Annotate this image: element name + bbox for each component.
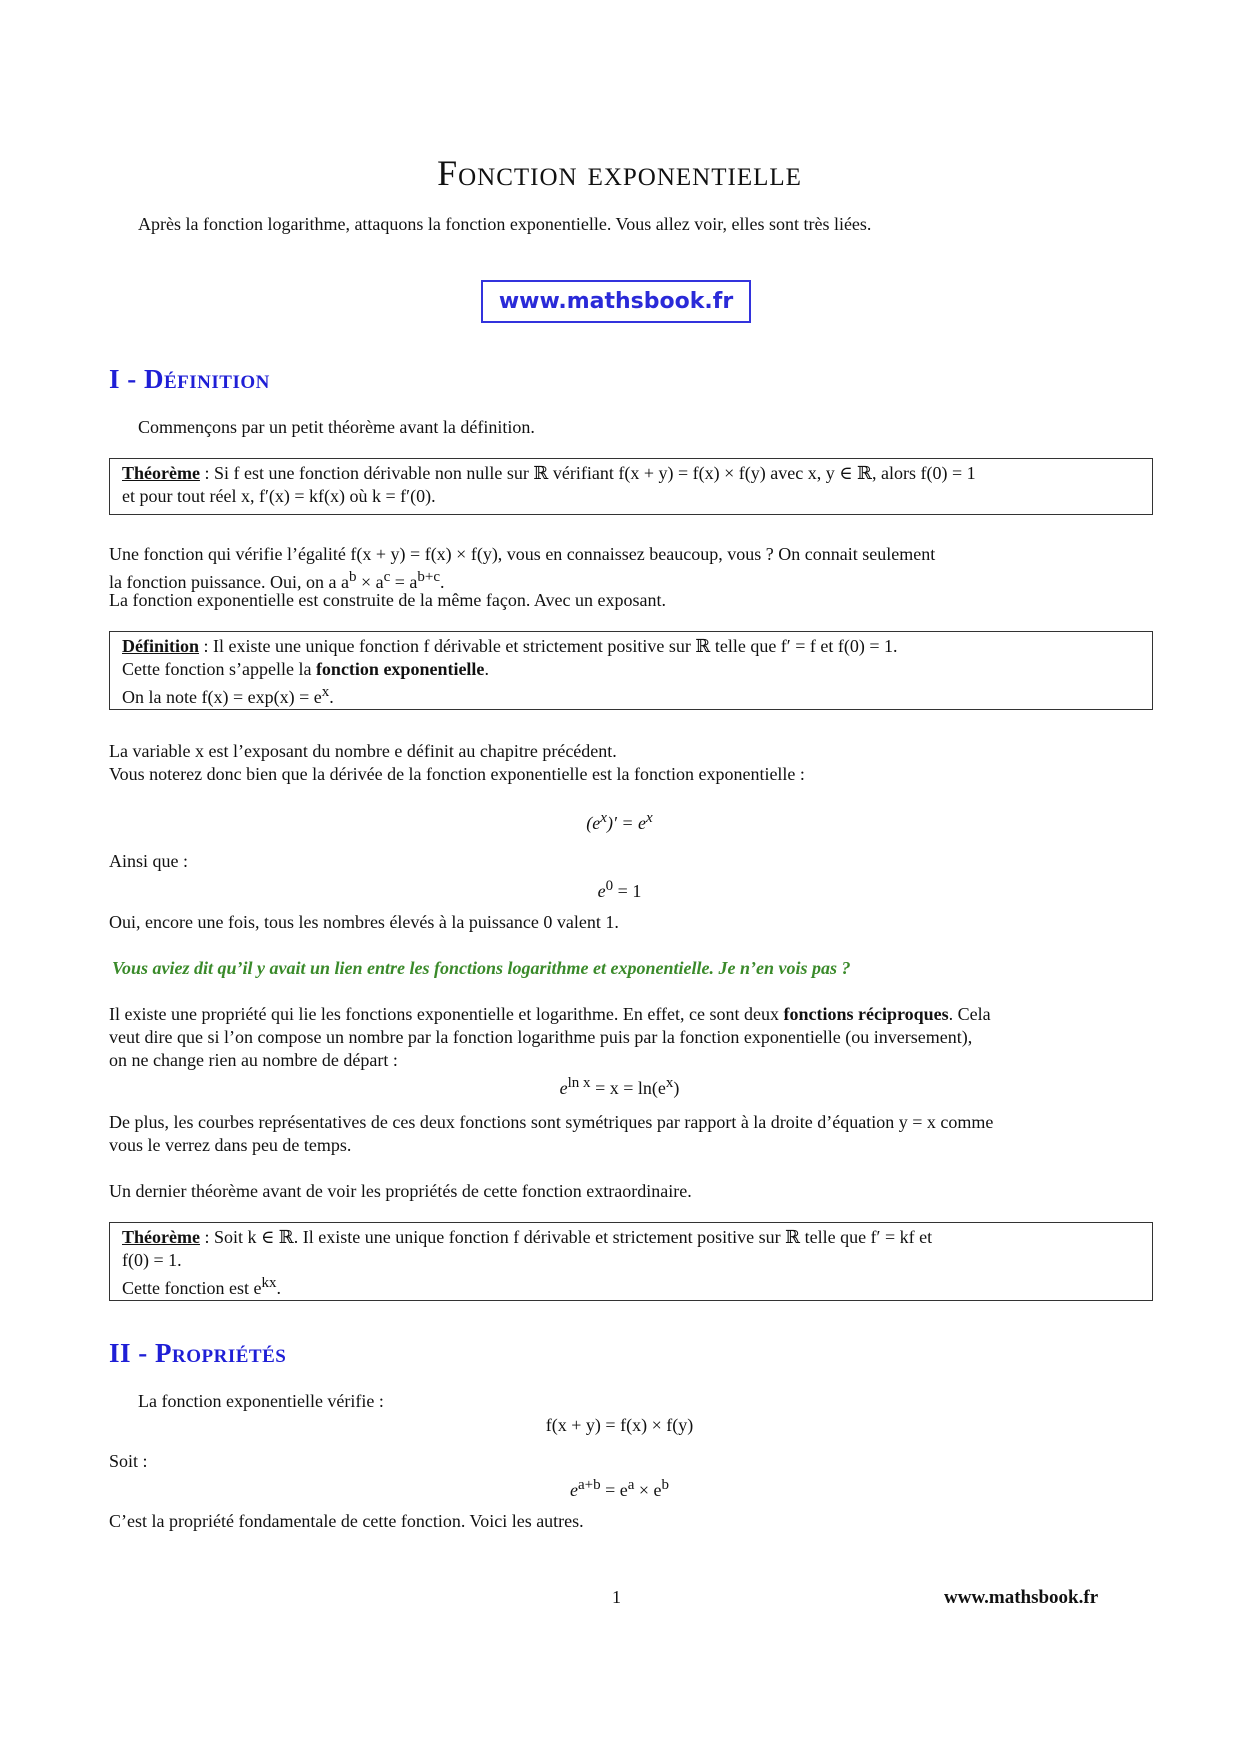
para6: Un dernier théorème avant de voir les propriétés de cette fonction extraordinaire. [109, 1181, 692, 1201]
equation-reciprocal: $e^{ln x} = x = \ln(e^x)$ [559, 1075, 680, 1098]
theorem2-line2: f(0) = 1. [122, 1250, 182, 1270]
para1-line2: la fonction puissance. Oui, on a $a^b \times a^c = a^{b+c}$. [109, 569, 445, 592]
para4-line2: veut dire que si l’on compose un nombre par la fonction logarithme puis par la fonction exponentielle (ou inversement), [109, 1027, 973, 1047]
intro-text: Après la fonction logarithme, attaquons la fonction exponentielle. Vous allez voir, elles sont très liées. [138, 214, 872, 234]
section2-lead: La fonction exponentielle vérifie : [138, 1391, 384, 1411]
theorem2-line3: Cette fonction est $e^{kx}$. [122, 1275, 281, 1298]
definition-line1: : Il existe une unique fonction f dérivable et strictement positive sur ℝ telle que f′ = f et f(0) = 1. [199, 636, 898, 656]
footer-site-link[interactable]: www.mathsbook.fr [944, 1587, 1099, 1608]
theorem-box-2 [109, 1222, 1153, 1301]
para5-line2: vous le verrez dans peu de temps. [109, 1135, 352, 1155]
section1-lead: Commençons par un petit théorème avant la définition. [138, 417, 535, 437]
section2-closing: C’est la propriété fondamentale de cette fonction. Voici les autres. [109, 1511, 584, 1531]
para1-line3: La fonction exponentielle est construite de la même façon. Avec un exposant. [109, 590, 666, 610]
site-link-button[interactable]: www.mathsbook.fr [481, 280, 751, 323]
page-title: Fonction exponentielle [437, 153, 802, 193]
theorem2-line1: : Soit k ∈ ℝ. Il existe une unique fonction f dérivable et strictement positive sur ℝ telle que f′ = kf et [199, 1227, 933, 1247]
theorem1-line2: et pour tout réel x, f′(x) = kf(x) où k = f′(0). [122, 486, 436, 506]
equation-e0: $e^0 = 1$ [597, 878, 642, 901]
theorem2-label: Théorème [122, 1227, 200, 1247]
soit-text: Soit : [109, 1451, 148, 1471]
para3: Oui, encore une fois, tous les nombres élevés à la puissance 0 valent 1. [109, 912, 619, 932]
definition-label: Définition [122, 636, 200, 656]
question-text: Vous aviez dit qu’il y avait un lien entre les fonctions logarithme et exponentielle. Je n’en vois pas ? [112, 958, 851, 978]
equation-derivative: $(e^x)' = e^x$ [586, 810, 653, 833]
para4-line3: on ne change rien au nombre de départ : [109, 1050, 398, 1070]
para2-line2: Vous noterez donc bien que la dérivée de la fonction exponentielle est la fonction exponentielle : [109, 764, 805, 784]
theorem1-line1: : Si f est une fonction dérivable non nulle sur ℝ vérifiant f(x + y) = f(x) × f(y) avec x, y ∈ ℝ, alors f(0) = 1 [199, 463, 976, 483]
para5-line1: De plus, les courbes représentatives de ces deux fonctions sont symétriques par rapport à la droite d’équation y = x comme [109, 1112, 994, 1132]
definition-line3: On la note $f(x) = \exp(x) = e^x$. [122, 684, 334, 707]
para1-line1: Une fonction qui vérifie l’égalité f(x + y) = f(x) × f(y), vous en connaissez beaucoup, vous ? On connait seulement [109, 544, 936, 564]
ainsi-que-text: Ainsi que : [109, 851, 188, 871]
section-heading-properties: II - Propriétés [109, 1338, 287, 1368]
equation-exp-sum: $e^{a+b} = e^a \times e^b$ [569, 1477, 670, 1500]
theorem-box-1 [109, 458, 1153, 515]
definition-box [109, 631, 1153, 710]
para4-line1: Il existe une propriété qui lie les fonctions exponentielle et logarithme. En effet, ce sont deux fonctions réciproques. Cela [109, 1004, 991, 1024]
section-heading-definition: I - Définition [109, 364, 270, 394]
definition-line2: Cette fonction s’appelle la fonction exponentielle. [122, 659, 489, 679]
page-number: 1 [612, 1587, 621, 1607]
para2-line1: La variable x est l’exposant du nombre e définit au chapitre précédent. [109, 741, 617, 761]
equation-functional: f(x + y) = f(x) × f(y) [545, 1415, 694, 1435]
theorem-label: Théorème [122, 463, 200, 483]
